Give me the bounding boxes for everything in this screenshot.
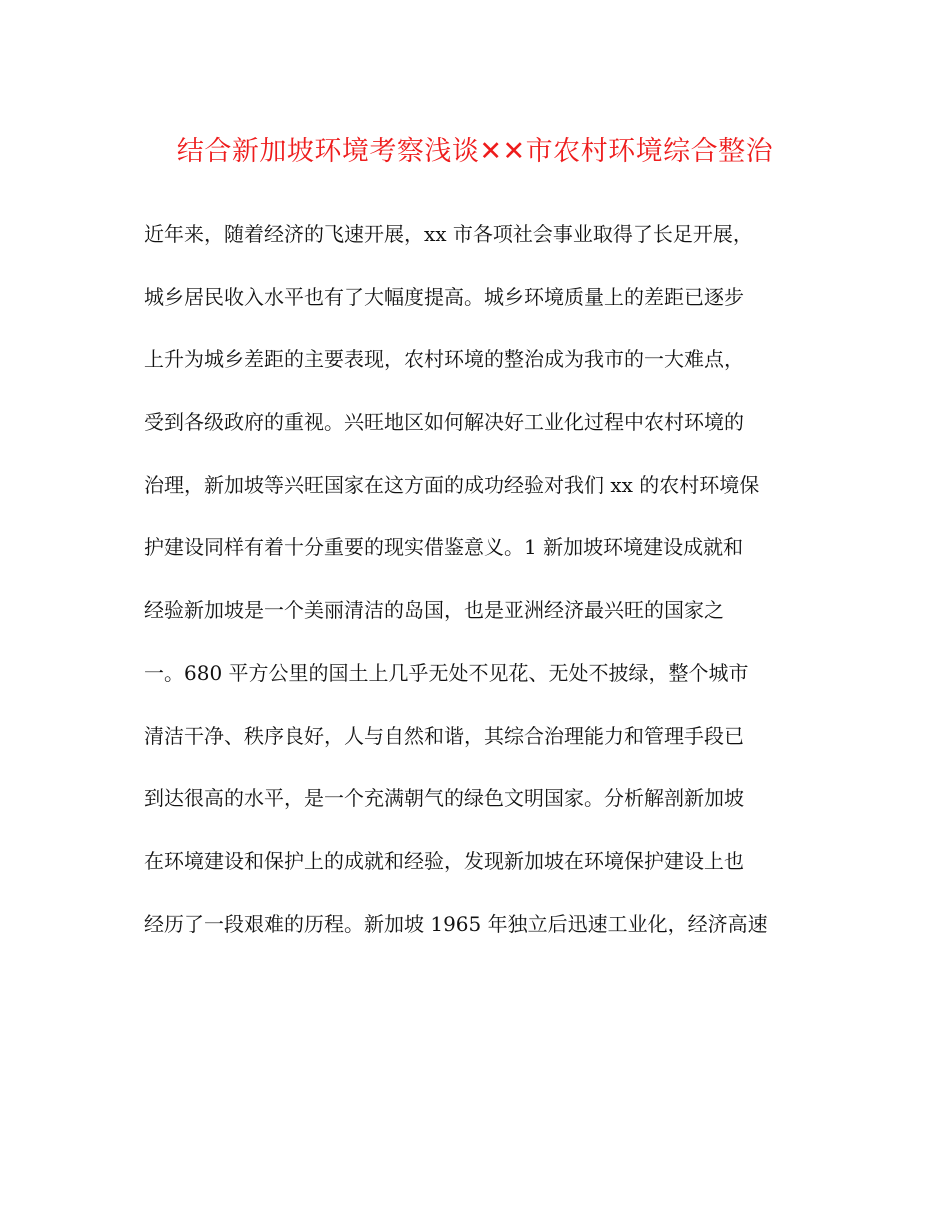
text-line: 在环境建设和保护上的成就和经验，发现新加坡在环境保护建设上也 — [144, 848, 744, 873]
text-line: 清洁干净、秩序良好，人与自然和谐，其综合治理能力和管理手段已 — [144, 723, 744, 748]
document-body — [144, 214, 824, 966]
text-line: 上升为城乡差距的主要表现，农村环境的整治成为我市的一大难点， — [144, 347, 744, 372]
text-line: 到达很高的水平，是一个充满朝气的绿色文明国家。分析解剖新加坡 — [144, 786, 744, 811]
text-line: 经历了一段艰难的历程。新加坡 1965 年独立后迅速工业化，经济高速 — [144, 911, 768, 936]
text-line: 城乡居民收入水平也有了大幅度提高。城乡环境质量上的差距已逐步 — [144, 284, 744, 309]
text-line: 一。680 平方公里的国土上几乎无处不见花、无处不披绿，整个城市 — [144, 660, 749, 685]
text-line: 治理，新加坡等兴旺国家在这方面的成功经验对我们 xx 的农村环境保 — [144, 472, 760, 497]
text-line: 受到各级政府的重视。兴旺地区如何解决好工业化过程中农村环境的 — [144, 410, 744, 435]
text-line: 近年来，随着经济的飞速开展，xx 市各项社会事业取得了长足开展， — [144, 222, 753, 246]
text-line: 护建设同样有着十分重要的现实借鉴意义。1 新加坡环境建设成就和 — [144, 535, 744, 560]
document-title: 结合新加坡环境考察浅谈✕✕市农村环境综合整治 — [176, 136, 774, 167]
text-line: 经验新加坡是一个美丽清洁的岛国，也是亚洲经济最兴旺的国家之 — [144, 598, 724, 623]
